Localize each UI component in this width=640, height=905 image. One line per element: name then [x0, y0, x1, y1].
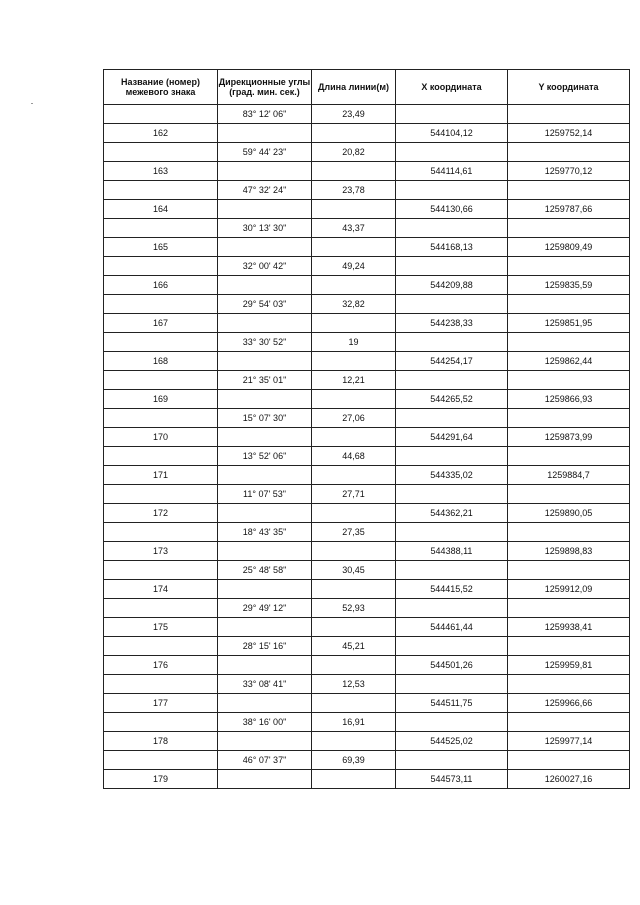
y-coordinate-cell: 1259890,05 — [508, 504, 630, 523]
line-length-cell — [312, 656, 396, 675]
mark-name-cell: 174 — [104, 580, 218, 599]
line-length-cell: 44,68 — [312, 447, 396, 466]
x-coordinate-cell — [396, 447, 508, 466]
direction-angle-cell — [218, 770, 312, 789]
table-row-segment — [104, 257, 630, 276]
table-row-segment — [104, 485, 630, 504]
table-row-point — [104, 618, 630, 637]
line-length-cell — [312, 352, 396, 371]
direction-angle-cell: 28° 15' 16" — [218, 637, 312, 656]
table-row-point — [104, 504, 630, 523]
line-length-cell: 43,37 — [312, 219, 396, 238]
y-coordinate-cell — [508, 751, 630, 770]
x-coordinate-cell: 544501,26 — [396, 656, 508, 675]
direction-angle-cell: 29° 54' 03" — [218, 295, 312, 314]
mark-name-cell: 172 — [104, 504, 218, 523]
line-length-cell — [312, 200, 396, 219]
y-coordinate-cell: 1259873,99 — [508, 428, 630, 447]
line-length-cell — [312, 732, 396, 751]
mark-name-cell: 178 — [104, 732, 218, 751]
y-coordinate-cell: 1259835,59 — [508, 276, 630, 295]
y-coordinate-cell — [508, 333, 630, 352]
x-coordinate-cell — [396, 561, 508, 580]
x-coordinate-cell: 544511,75 — [396, 694, 508, 713]
line-length-cell: 27,06 — [312, 409, 396, 428]
direction-angle-cell: 38° 16' 00" — [218, 713, 312, 732]
direction-angle-cell: 21° 35' 01" — [218, 371, 312, 390]
line-length-cell: 69,39 — [312, 751, 396, 770]
line-length-cell — [312, 580, 396, 599]
table-body — [104, 105, 630, 789]
header-x-coordinate: X координата — [396, 70, 508, 105]
x-coordinate-cell — [396, 637, 508, 656]
direction-angle-cell — [218, 428, 312, 447]
direction-angle-cell — [218, 732, 312, 751]
y-coordinate-cell: 1259884,7 — [508, 466, 630, 485]
y-coordinate-cell — [508, 637, 630, 656]
y-coordinate-cell: 1259752,14 — [508, 124, 630, 143]
table-row-segment — [104, 371, 630, 390]
y-coordinate-cell: 1259912,09 — [508, 580, 630, 599]
mark-name-cell: 176 — [104, 656, 218, 675]
table-row-segment — [104, 675, 630, 694]
x-coordinate-cell — [396, 105, 508, 124]
y-coordinate-cell: 1259862,44 — [508, 352, 630, 371]
direction-angle-cell — [218, 162, 312, 181]
x-coordinate-cell: 544209,88 — [396, 276, 508, 295]
table-row-point — [104, 428, 630, 447]
line-length-cell: 23,78 — [312, 181, 396, 200]
y-coordinate-cell: 1259866,93 — [508, 390, 630, 409]
line-length-cell — [312, 124, 396, 143]
line-length-cell — [312, 428, 396, 447]
line-length-cell — [312, 770, 396, 789]
y-coordinate-cell: 1259809,49 — [508, 238, 630, 257]
line-length-cell: 27,71 — [312, 485, 396, 504]
mark-name-cell: 177 — [104, 694, 218, 713]
direction-angle-cell — [218, 124, 312, 143]
y-coordinate-cell — [508, 447, 630, 466]
table-row-point — [104, 770, 630, 789]
mark-name-cell: 173 — [104, 542, 218, 561]
header-line-length: Длина линии(м) — [312, 70, 396, 105]
line-length-cell — [312, 276, 396, 295]
table-row-segment — [104, 637, 630, 656]
x-coordinate-cell: 544168,13 — [396, 238, 508, 257]
mark-name-cell — [104, 257, 218, 276]
y-coordinate-cell: 1259787,66 — [508, 200, 630, 219]
mark-name-cell: 175 — [104, 618, 218, 637]
mark-name-cell — [104, 751, 218, 770]
direction-angle-cell — [218, 352, 312, 371]
direction-angle-cell — [218, 466, 312, 485]
direction-angle-cell: 13° 52' 06" — [218, 447, 312, 466]
mark-name-cell — [104, 295, 218, 314]
direction-angle-cell — [218, 504, 312, 523]
x-coordinate-cell: 544238,33 — [396, 314, 508, 333]
mark-name-cell: 164 — [104, 200, 218, 219]
x-coordinate-cell — [396, 713, 508, 732]
coordinates-sheet — [103, 69, 629, 789]
x-coordinate-cell — [396, 143, 508, 162]
direction-angle-cell — [218, 314, 312, 333]
mark-name-cell: 166 — [104, 276, 218, 295]
mark-name-cell: 168 — [104, 352, 218, 371]
direction-angle-cell — [218, 276, 312, 295]
table-row-segment — [104, 333, 630, 352]
table-row-segment — [104, 295, 630, 314]
x-coordinate-cell: 544104,12 — [396, 124, 508, 143]
table-header-row — [104, 70, 630, 105]
x-coordinate-cell: 544388,11 — [396, 542, 508, 561]
x-coordinate-cell: 544114,61 — [396, 162, 508, 181]
direction-angle-cell: 32° 00' 42" — [218, 257, 312, 276]
y-coordinate-cell: 1259770,12 — [508, 162, 630, 181]
x-coordinate-cell: 544265,52 — [396, 390, 508, 409]
table-row-segment — [104, 447, 630, 466]
line-length-cell: 30,45 — [312, 561, 396, 580]
mark-name-cell: 170 — [104, 428, 218, 447]
mark-name-cell — [104, 143, 218, 162]
x-coordinate-cell — [396, 257, 508, 276]
line-length-cell: 12,53 — [312, 675, 396, 694]
y-coordinate-cell — [508, 257, 630, 276]
y-coordinate-cell: 1260027,16 — [508, 770, 630, 789]
y-coordinate-cell: 1259959,81 — [508, 656, 630, 675]
mark-name-cell — [104, 409, 218, 428]
scan-speck — [31, 103, 33, 104]
line-length-cell: 32,82 — [312, 295, 396, 314]
table-row-point — [104, 542, 630, 561]
y-coordinate-cell — [508, 143, 630, 162]
line-length-cell: 45,21 — [312, 637, 396, 656]
table-row-point — [104, 656, 630, 675]
mark-name-cell — [104, 371, 218, 390]
mark-name-cell — [104, 219, 218, 238]
x-coordinate-cell: 544130,66 — [396, 200, 508, 219]
line-length-cell: 20,82 — [312, 143, 396, 162]
line-length-cell — [312, 542, 396, 561]
direction-angle-cell: 15° 07' 30" — [218, 409, 312, 428]
table-row-segment — [104, 599, 630, 618]
mark-name-cell: 169 — [104, 390, 218, 409]
direction-angle-cell: 47° 32' 24" — [218, 181, 312, 200]
x-coordinate-cell — [396, 675, 508, 694]
mark-name-cell — [104, 561, 218, 580]
y-coordinate-cell — [508, 181, 630, 200]
mark-name-cell — [104, 599, 218, 618]
x-coordinate-cell — [396, 295, 508, 314]
mark-name-cell — [104, 447, 218, 466]
line-length-cell — [312, 694, 396, 713]
table-row-point — [104, 314, 630, 333]
y-coordinate-cell — [508, 675, 630, 694]
x-coordinate-cell — [396, 181, 508, 200]
x-coordinate-cell — [396, 333, 508, 352]
header-mark-name: Название (номер) межевого знака — [104, 70, 218, 105]
table-row-segment — [104, 143, 630, 162]
line-length-cell — [312, 238, 396, 257]
line-length-cell — [312, 162, 396, 181]
header-y-coordinate: Y координата — [508, 70, 630, 105]
y-coordinate-cell — [508, 713, 630, 732]
x-coordinate-cell: 544335,02 — [396, 466, 508, 485]
mark-name-cell — [104, 105, 218, 124]
direction-angle-cell — [218, 200, 312, 219]
line-length-cell: 23,49 — [312, 105, 396, 124]
y-coordinate-cell: 1259898,83 — [508, 542, 630, 561]
x-coordinate-cell: 544573,11 — [396, 770, 508, 789]
direction-angle-cell: 29° 49' 12" — [218, 599, 312, 618]
x-coordinate-cell — [396, 371, 508, 390]
table-row-point — [104, 238, 630, 257]
line-length-cell: 49,24 — [312, 257, 396, 276]
direction-angle-cell — [218, 618, 312, 637]
mark-name-cell — [104, 637, 218, 656]
y-coordinate-cell — [508, 295, 630, 314]
mark-name-cell: 171 — [104, 466, 218, 485]
direction-angle-cell: 46° 07' 37" — [218, 751, 312, 770]
boundary-coordinates-table — [103, 69, 630, 789]
line-length-cell — [312, 618, 396, 637]
table-row-segment — [104, 105, 630, 124]
table-row-segment — [104, 409, 630, 428]
mark-name-cell — [104, 333, 218, 352]
table-row-point — [104, 124, 630, 143]
line-length-cell: 12,21 — [312, 371, 396, 390]
mark-name-cell: 163 — [104, 162, 218, 181]
y-coordinate-cell: 1259851,95 — [508, 314, 630, 333]
x-coordinate-cell: 544362,21 — [396, 504, 508, 523]
table-row-point — [104, 200, 630, 219]
line-length-cell: 27,35 — [312, 523, 396, 542]
line-length-cell — [312, 314, 396, 333]
table-row-segment — [104, 181, 630, 200]
x-coordinate-cell: 544461,44 — [396, 618, 508, 637]
line-length-cell — [312, 466, 396, 485]
direction-angle-cell: 33° 30' 52" — [218, 333, 312, 352]
mark-name-cell — [104, 675, 218, 694]
line-length-cell: 16,91 — [312, 713, 396, 732]
y-coordinate-cell: 1259977,14 — [508, 732, 630, 751]
direction-angle-cell: 83° 12' 06" — [218, 105, 312, 124]
x-coordinate-cell — [396, 219, 508, 238]
mark-name-cell: 165 — [104, 238, 218, 257]
direction-angle-cell — [218, 390, 312, 409]
y-coordinate-cell — [508, 371, 630, 390]
table-row-point — [104, 162, 630, 181]
x-coordinate-cell — [396, 485, 508, 504]
table-row-point — [104, 352, 630, 371]
direction-angle-cell: 25° 48' 58" — [218, 561, 312, 580]
x-coordinate-cell: 544254,17 — [396, 352, 508, 371]
mark-name-cell — [104, 181, 218, 200]
table-row-point — [104, 694, 630, 713]
table-row-point — [104, 732, 630, 751]
direction-angle-cell: 11° 07' 53" — [218, 485, 312, 504]
y-coordinate-cell — [508, 485, 630, 504]
header-direction-angle: Дирекционные углы (град. мин. сек.) — [218, 70, 312, 105]
table-row-segment — [104, 751, 630, 770]
direction-angle-cell — [218, 694, 312, 713]
table-row-segment — [104, 713, 630, 732]
line-length-cell: 52,93 — [312, 599, 396, 618]
table-row-point — [104, 580, 630, 599]
x-coordinate-cell — [396, 409, 508, 428]
x-coordinate-cell: 544291,64 — [396, 428, 508, 447]
y-coordinate-cell: 1259938,41 — [508, 618, 630, 637]
x-coordinate-cell — [396, 523, 508, 542]
mark-name-cell: 162 — [104, 124, 218, 143]
line-length-cell: 19 — [312, 333, 396, 352]
table-row-segment — [104, 523, 630, 542]
line-length-cell — [312, 504, 396, 523]
mark-name-cell — [104, 523, 218, 542]
direction-angle-cell: 33° 08' 41" — [218, 675, 312, 694]
y-coordinate-cell — [508, 523, 630, 542]
line-length-cell — [312, 390, 396, 409]
y-coordinate-cell — [508, 105, 630, 124]
mark-name-cell — [104, 713, 218, 732]
direction-angle-cell — [218, 238, 312, 257]
table-row-segment — [104, 561, 630, 580]
direction-angle-cell — [218, 580, 312, 599]
table-row-segment — [104, 219, 630, 238]
table-row-point — [104, 466, 630, 485]
x-coordinate-cell — [396, 599, 508, 618]
mark-name-cell: 179 — [104, 770, 218, 789]
x-coordinate-cell: 544415,52 — [396, 580, 508, 599]
y-coordinate-cell: 1259966,66 — [508, 694, 630, 713]
y-coordinate-cell — [508, 561, 630, 580]
direction-angle-cell: 18° 43' 35" — [218, 523, 312, 542]
direction-angle-cell: 30° 13' 30" — [218, 219, 312, 238]
x-coordinate-cell: 544525,02 — [396, 732, 508, 751]
direction-angle-cell — [218, 542, 312, 561]
mark-name-cell: 167 — [104, 314, 218, 333]
direction-angle-cell: 59° 44' 23" — [218, 143, 312, 162]
x-coordinate-cell — [396, 751, 508, 770]
y-coordinate-cell — [508, 599, 630, 618]
table-row-point — [104, 390, 630, 409]
table-row-point — [104, 276, 630, 295]
y-coordinate-cell — [508, 409, 630, 428]
mark-name-cell — [104, 485, 218, 504]
direction-angle-cell — [218, 656, 312, 675]
y-coordinate-cell — [508, 219, 630, 238]
